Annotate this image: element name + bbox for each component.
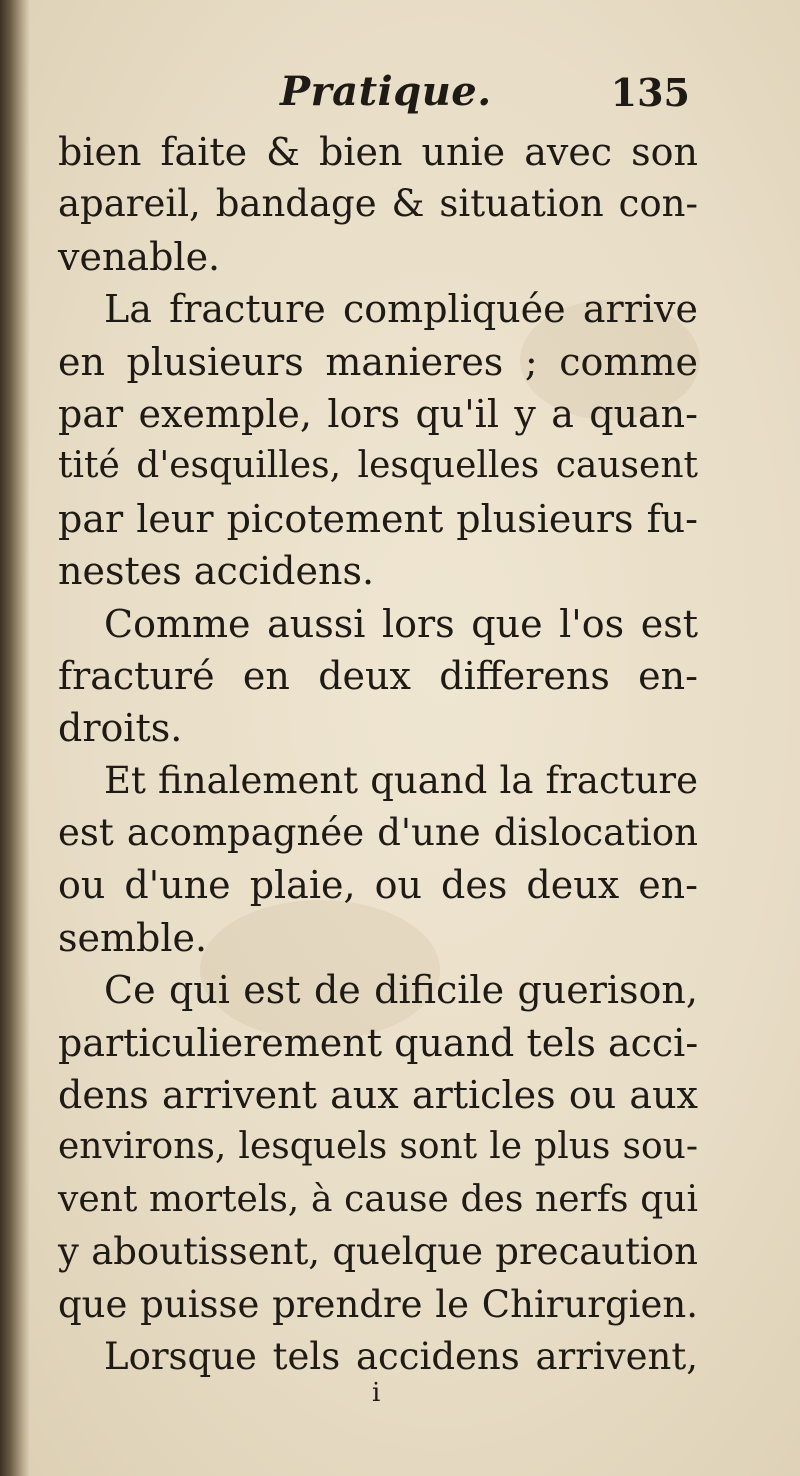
text-line: semble. — [58, 915, 208, 960]
text-line: environs, lesquels sont le plus sou- — [58, 1126, 698, 1168]
text-line: est acompagnée d'une dislocation — [58, 811, 698, 855]
text-line: droits. — [58, 706, 183, 751]
text-line: en plusieurs manieres ; comme — [58, 339, 698, 384]
text-line: Ce qui est de dificile guerison, — [104, 968, 698, 1013]
text-line: que puisse prendre le Chirurgien. — [58, 1282, 698, 1326]
page-header — [80, 62, 690, 122]
text-line: fracturé en deux differens en- — [58, 653, 698, 698]
text-line: Comme aussi lors que l'os est — [104, 601, 698, 646]
text-line: dens arrivent aux articles ou aux — [58, 1073, 698, 1118]
binding-edge — [0, 0, 30, 1476]
page-number: 135 — [610, 70, 690, 115]
text-line: apareil, bandage & situation con- — [58, 182, 698, 226]
text-line: ou d'une plaie, ou des deux en- — [58, 863, 698, 908]
text-line: La fracture compliquée arrive — [104, 287, 698, 332]
text-line: tité d'esquilles, lesquelles causent — [58, 445, 698, 487]
signature-mark: i — [372, 1378, 381, 1408]
text-line: par exemple, lors qu'il y a quan- — [58, 391, 698, 436]
text-line: venable. — [58, 234, 221, 279]
text-line: nestes accidens. — [58, 549, 375, 594]
running-title: Pratique. — [280, 68, 492, 115]
body-text — [58, 126, 698, 1383]
text-line: vent mortels, à cause des nerfs qui — [58, 1178, 698, 1220]
text-line: bien faite & bien unie avec son — [58, 130, 698, 174]
text-line: y aboutissent, quelque precaution — [58, 1230, 698, 1274]
text-line: particulierement quand tels acci- — [58, 1020, 699, 1065]
text-line: Lorsque tels accidens arrivent, — [104, 1334, 698, 1378]
text-line: Et finalement quand la fracture — [104, 758, 698, 802]
text-line: par leur picotement plusieurs fu- — [58, 496, 698, 541]
